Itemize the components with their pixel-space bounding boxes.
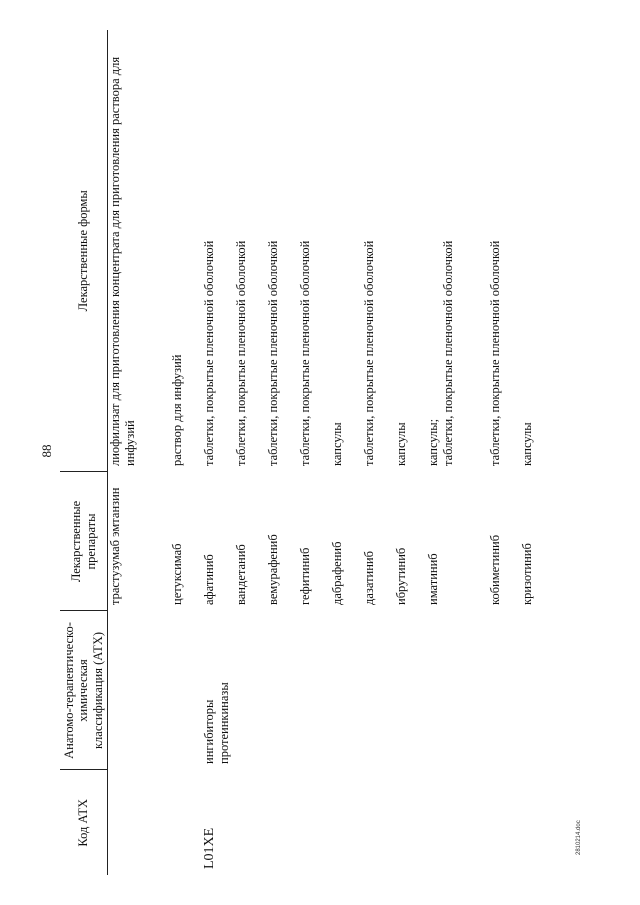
cell-drug: кобиметиниб xyxy=(488,534,503,605)
table-row xyxy=(266,30,298,875)
cell-form: таблетки, покрытые пленочной оболочкой xyxy=(234,240,249,466)
header-atc-classification: Анатомо-терапевтическо-химическая классификация (АТХ) xyxy=(60,611,108,770)
cell-drug: дазатиниб xyxy=(362,551,377,605)
cell-drug: вемурафениб xyxy=(266,534,281,605)
cell-classification xyxy=(266,611,298,770)
cell-classification: ингибиторы протеинкиназы xyxy=(202,682,231,764)
table-header-row xyxy=(60,30,108,875)
cell-classification xyxy=(298,611,330,770)
page-number: 88 xyxy=(39,444,54,458)
cell-code: L01XE xyxy=(202,827,218,869)
cell-classification xyxy=(362,611,394,770)
cell-code xyxy=(108,770,171,875)
cell-code xyxy=(234,770,266,875)
header-drugs: Лекарственные препараты xyxy=(60,472,108,611)
table-row xyxy=(108,30,171,875)
rotated-table-sheet xyxy=(60,30,580,875)
table-row xyxy=(298,30,330,875)
cell-code xyxy=(330,770,362,875)
cell-form: лиофилизат для приготовления концентрата для приготовления раствора для инфузий xyxy=(108,56,137,466)
cell-drug: гефитиниб xyxy=(298,547,313,605)
cell-drug: дабрафениб xyxy=(330,541,345,605)
cell-classification xyxy=(520,611,552,770)
cell-form: таблетки, покрытые пленочной оболочкой xyxy=(488,240,503,466)
cell-form: капсулы xyxy=(520,422,535,466)
cell-code xyxy=(362,770,394,875)
header-dosage-forms: Лекарственные формы xyxy=(60,30,108,472)
table-row xyxy=(170,30,202,875)
cell-classification xyxy=(426,611,488,770)
table-row xyxy=(426,30,488,875)
cell-code xyxy=(426,770,488,875)
cell-form: таблетки, покрытые пленочной оболочкой xyxy=(202,240,217,466)
cell-drug: афатиниб xyxy=(202,554,217,605)
cell-code xyxy=(520,770,552,875)
table-row xyxy=(330,30,362,875)
header-atc-code: Код АТХ xyxy=(60,770,108,875)
table-row xyxy=(488,30,520,875)
cell-form: таблетки, покрытые пленочной оболочкой xyxy=(266,240,281,466)
table-row xyxy=(202,30,234,875)
table-row xyxy=(362,30,394,875)
table-row xyxy=(520,30,552,875)
table-row xyxy=(234,30,266,875)
cell-classification xyxy=(170,611,202,770)
cell-drug: иматиниб xyxy=(426,553,441,605)
cell-drug: вандетаниб xyxy=(234,544,249,605)
cell-form: таблетки, покрытые пленочной оболочкой xyxy=(362,240,377,466)
table-row xyxy=(394,30,426,875)
cell-drug: трастузумаб эмтанзин xyxy=(108,487,123,605)
cell-drug: цетуксимаб xyxy=(170,543,185,605)
cell-classification xyxy=(394,611,426,770)
cell-classification xyxy=(108,611,171,770)
drug-table xyxy=(60,30,552,875)
cell-drug: ибрутиниб xyxy=(394,547,409,605)
cell-drug: кризотиниб xyxy=(520,543,535,605)
cell-code xyxy=(298,770,330,875)
cell-form: капсулы; таблетки, покрытые пленочной оболочкой xyxy=(426,240,455,466)
footer-document-code: 2810214.doc xyxy=(576,820,582,855)
cell-form: таблетки, покрытые пленочной оболочкой xyxy=(298,240,313,466)
cell-code xyxy=(394,770,426,875)
cell-classification xyxy=(488,611,520,770)
cell-form: раствор для инфузий xyxy=(170,354,185,466)
cell-code xyxy=(170,770,202,875)
cell-classification xyxy=(330,611,362,770)
cell-code xyxy=(488,770,520,875)
cell-code xyxy=(266,770,298,875)
cell-form: капсулы xyxy=(394,422,409,466)
cell-classification xyxy=(234,611,266,770)
cell-form: капсулы xyxy=(330,422,345,466)
